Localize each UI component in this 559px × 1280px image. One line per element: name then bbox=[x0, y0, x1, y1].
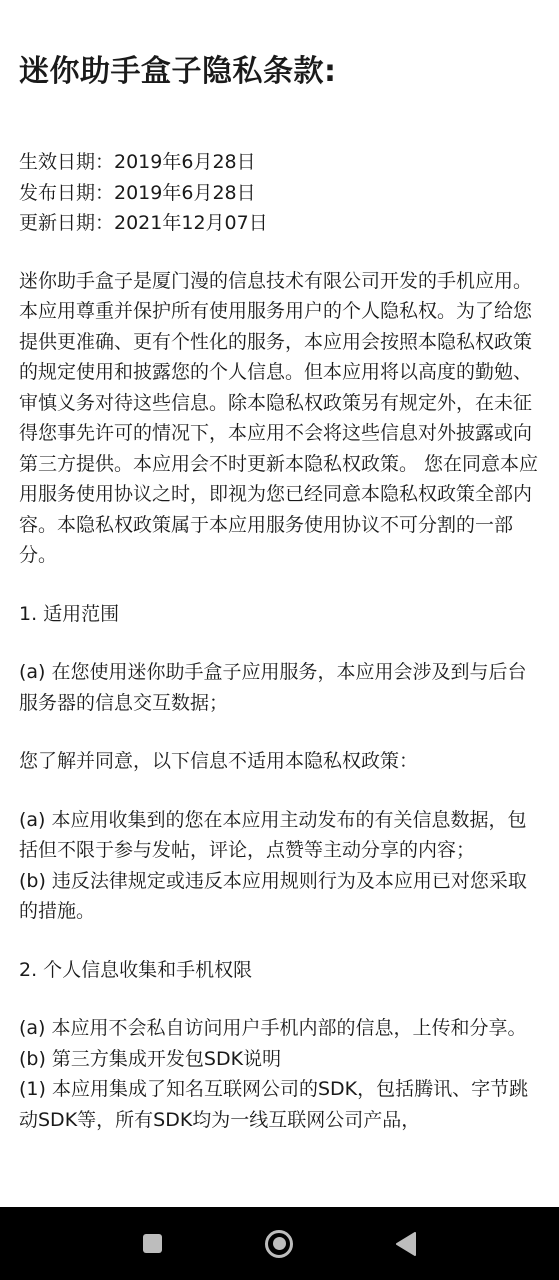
section-1-heading: 1. 适用范围 bbox=[19, 602, 120, 625]
recent-apps-icon bbox=[143, 1234, 162, 1253]
section-1-notice: 您了解并同意，以下信息不适用本隐私权政策： bbox=[19, 750, 419, 772]
date-block bbox=[19, 147, 541, 239]
section-1-exclusion-a: (a) 本应用收集到的您在本应用主动发布的有关信息数据，包括但不限于参与发帖，评论，点赞等主动分享的内容； bbox=[19, 808, 527, 861]
back-button[interactable] bbox=[384, 1222, 428, 1266]
system-navigation-bar bbox=[0, 1207, 559, 1280]
page-title: 迷你助手盒子隐私条款: bbox=[19, 54, 337, 89]
section-2-item-1: (1) 本应用集成了知名互联网公司的SDK，包括腾讯、字节跳动SDK等，所有SDK均为一线互联网公司产品， bbox=[19, 1078, 529, 1131]
recent-apps-button[interactable] bbox=[130, 1222, 174, 1266]
publish-date: 发布日期：2019年6月28日 bbox=[19, 181, 256, 204]
section-1-exclusion-b: (b) 违反法律规定或违反本应用规则行为及本应用已对您采取的措施。 bbox=[19, 869, 527, 922]
update-date: 更新日期：2021年12月07日 bbox=[19, 212, 268, 234]
intro-paragraph: 迷你助手盒子是厦门漫的信息技术有限公司开发的手机应用。本应用尊重并保护所有使用服务用户的个人隐私权。为了给您提供更准确、更有个性化的服务，本应用会按照本隐私权政策的规定使用和披露您的个人信息。但本应用将以高度的勤勉、审慎义务对待这些信息。除本隐私权政策另有规定外，在未征得您事先许可的情况下，本应用不会将这些信息对外披露或向第三方提供。本应用会不时更新本隐私权政策。 您在同意本应用服务使用协议之时，即视为您已经同意本隐私权政策全部内容。本隐私权政策属于本应用服务使用协议不可分割的一部分。 bbox=[19, 269, 539, 566]
section-2-heading: 2. 个人信息收集和手机权限 bbox=[19, 958, 253, 981]
section-2-item-b: (b) 第三方集成开发包SDK说明 bbox=[19, 1047, 282, 1070]
section-1-item-a: (a) 在您使用迷你助手盒子应用服务，本应用会涉及到与后台服务器的信息交互数据； bbox=[19, 661, 527, 714]
effective-date: 生效日期：2019年6月28日 bbox=[19, 151, 256, 173]
back-icon bbox=[395, 1232, 417, 1256]
home-button[interactable] bbox=[257, 1222, 301, 1266]
section-2-item-a: (a) 本应用不会私自访问用户手机内部的信息，上传和分享。 bbox=[19, 1017, 527, 1039]
home-icon bbox=[265, 1230, 293, 1258]
